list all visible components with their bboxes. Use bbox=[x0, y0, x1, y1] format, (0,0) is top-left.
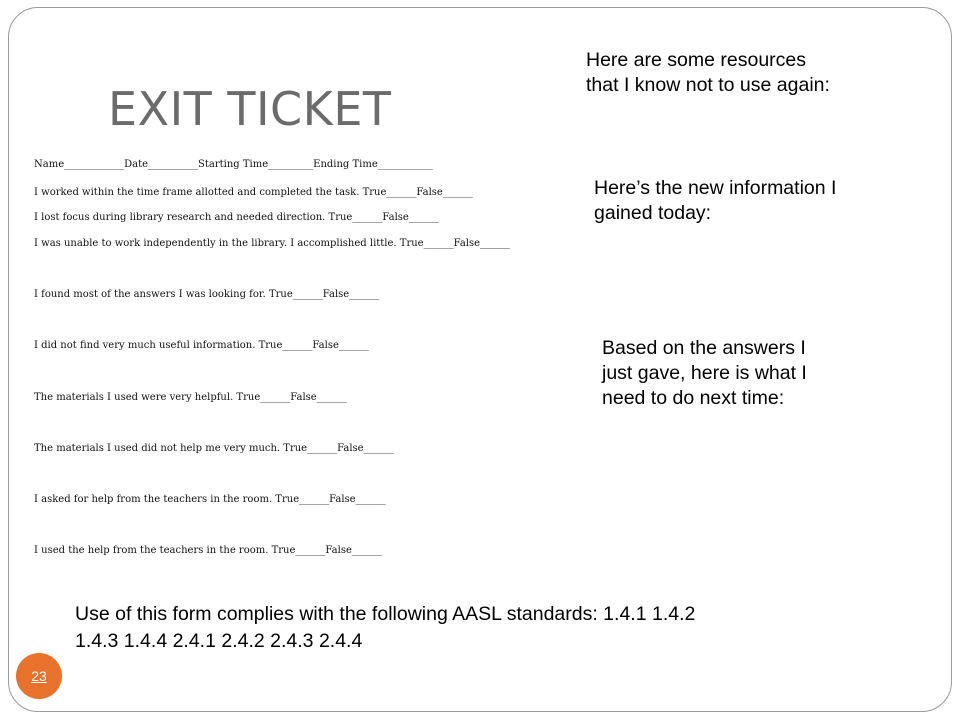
form-line-name-date: Name____________Date__________Starting Time_________Ending Time___________ bbox=[34, 159, 433, 170]
form-line-found-answers: I found most of the answers I was looking for. True______False______ bbox=[34, 289, 380, 300]
resources-note-line: Here are some resources bbox=[586, 49, 807, 71]
standards-line: 1.4.3 1.4.4 2.4.1 2.4.2 2.4.3 2.4.4 bbox=[75, 630, 363, 652]
resources-note bbox=[586, 48, 830, 98]
slide-number-badge bbox=[16, 653, 62, 699]
slide-title: EXIT TICKET bbox=[108, 82, 392, 136]
form-line-useful-info: I did not find very much useful information. True______False______ bbox=[34, 340, 369, 351]
standards-note bbox=[75, 601, 695, 655]
new-info-note-line: Here’s the new information I bbox=[594, 177, 837, 199]
slide-number: 23 bbox=[31, 668, 47, 684]
next-time-note-line: Based on the answers I bbox=[602, 337, 806, 359]
form-line-time-frame: I worked within the time frame allotted and completed the task. True______False______ bbox=[34, 187, 473, 198]
next-time-note bbox=[602, 336, 807, 411]
next-time-note-line: need to do next time: bbox=[602, 387, 785, 409]
new-info-note-line: gained today: bbox=[594, 202, 712, 224]
form-line-used-help: I used the help from the teachers in the room. True______False______ bbox=[34, 545, 382, 556]
form-line-independent: I was unable to work independently in the library. I accomplished little. True______False______ bbox=[34, 238, 511, 249]
form-line-lost-focus: I lost focus during library research and needed direction. True______False______ bbox=[34, 212, 439, 223]
form-line-materials-helpful: The materials I used were very helpful. True______False______ bbox=[34, 392, 347, 403]
resources-note-line: that I know not to use again: bbox=[586, 74, 830, 96]
new-info-note bbox=[594, 176, 836, 226]
next-time-note-line: just gave, here is what I bbox=[602, 362, 807, 384]
standards-line: Use of this form complies with the following AASL standards: 1.4.1 1.4.2 bbox=[75, 603, 696, 625]
form-line-materials-not-helpful: The materials I used did not help me very much. True______False______ bbox=[34, 443, 394, 454]
form-line-asked-help: I asked for help from the teachers in the room. True______False______ bbox=[34, 494, 386, 505]
